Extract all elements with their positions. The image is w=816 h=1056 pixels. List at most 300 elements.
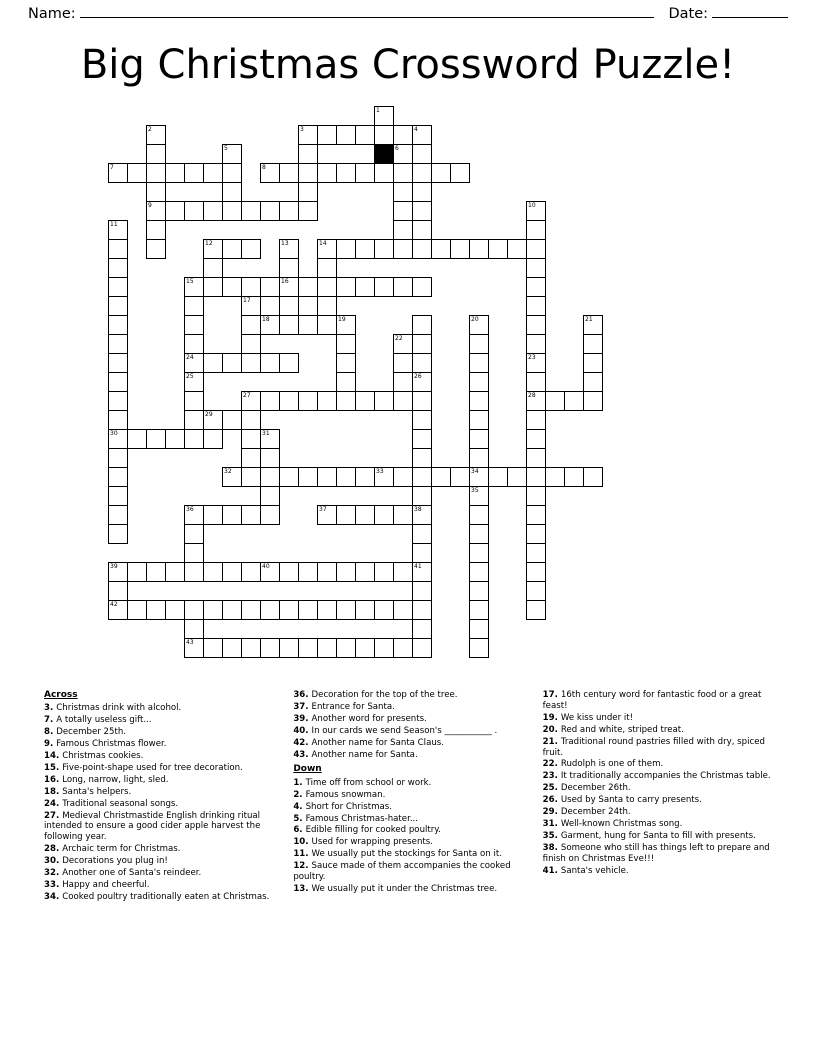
- crossword-cell[interactable]: [450, 163, 470, 183]
- crossword-cell[interactable]: [412, 448, 432, 468]
- crossword-cell[interactable]: [469, 315, 489, 335]
- crossword-cell[interactable]: [526, 448, 546, 468]
- crossword-cell[interactable]: [279, 258, 299, 278]
- cell-number: 33: [376, 468, 384, 475]
- crossword-cell[interactable]: [374, 467, 394, 487]
- crossword-cell[interactable]: [127, 163, 147, 183]
- crossword-cell[interactable]: [203, 429, 223, 449]
- crossword-cell[interactable]: [412, 429, 432, 449]
- crossword-cell[interactable]: [469, 619, 489, 639]
- crossword-cell[interactable]: [222, 182, 242, 202]
- crossword-cell[interactable]: [317, 277, 337, 297]
- crossword-cell[interactable]: [203, 163, 223, 183]
- crossword-cell[interactable]: [545, 391, 565, 411]
- crossword-cell[interactable]: [412, 353, 432, 373]
- crossword-cell[interactable]: [241, 334, 261, 354]
- crossword-cell[interactable]: [165, 163, 185, 183]
- crossword-cell[interactable]: [412, 581, 432, 601]
- crossword-cell[interactable]: [146, 600, 166, 620]
- crossword-cell[interactable]: [393, 125, 413, 145]
- crossword-cell[interactable]: [412, 125, 432, 145]
- crossword-grid[interactable]: [108, 106, 708, 686]
- crossword-cell[interactable]: [241, 638, 261, 658]
- crossword-cell[interactable]: [184, 562, 204, 582]
- crossword-cell[interactable]: [222, 239, 242, 259]
- crossword-cell[interactable]: [241, 201, 261, 221]
- crossword-cell[interactable]: [374, 638, 394, 658]
- crossword-cell[interactable]: [222, 600, 242, 620]
- crossword-cell[interactable]: [222, 144, 242, 164]
- crossword-cell[interactable]: [184, 619, 204, 639]
- crossword-cell[interactable]: [108, 600, 128, 620]
- crossword-cell[interactable]: [393, 353, 413, 373]
- crossword-cell[interactable]: [374, 125, 394, 145]
- crossword-cell[interactable]: [526, 543, 546, 563]
- crossword-cell[interactable]: [336, 372, 356, 392]
- crossword-cell[interactable]: [526, 600, 546, 620]
- crossword-cell[interactable]: [393, 220, 413, 240]
- crossword-cell[interactable]: [298, 315, 318, 335]
- crossword-cell[interactable]: [469, 638, 489, 658]
- crossword-cell[interactable]: [374, 505, 394, 525]
- crossword-cell[interactable]: [374, 277, 394, 297]
- crossword-cell[interactable]: [469, 562, 489, 582]
- crossword-cell[interactable]: [279, 600, 299, 620]
- crossword-cell[interactable]: [222, 562, 242, 582]
- crossword-cell[interactable]: [222, 163, 242, 183]
- crossword-cell[interactable]: [412, 600, 432, 620]
- crossword-cell[interactable]: [526, 410, 546, 430]
- crossword-cell[interactable]: [431, 467, 451, 487]
- crossword-cell[interactable]: [583, 391, 603, 411]
- crossword-cell[interactable]: [260, 163, 280, 183]
- crossword-cell[interactable]: [336, 125, 356, 145]
- crossword-cell[interactable]: [583, 334, 603, 354]
- crossword-cell[interactable]: [393, 562, 413, 582]
- crossword-cell[interactable]: [222, 638, 242, 658]
- crossword-cell[interactable]: [108, 562, 128, 582]
- crossword-cell[interactable]: [583, 372, 603, 392]
- crossword-cell[interactable]: [203, 239, 223, 259]
- crossword-cell[interactable]: [241, 239, 261, 259]
- crossword-cell[interactable]: [507, 239, 527, 259]
- crossword-cell[interactable]: [298, 125, 318, 145]
- crossword-cell[interactable]: [298, 201, 318, 221]
- crossword-cell[interactable]: [526, 581, 546, 601]
- crossword-cell[interactable]: [431, 239, 451, 259]
- crossword-cell[interactable]: [412, 505, 432, 525]
- crossword-cell[interactable]: [108, 467, 128, 487]
- crossword-cell[interactable]: [355, 562, 375, 582]
- crossword-cell[interactable]: [450, 239, 470, 259]
- crossword-cell[interactable]: [526, 562, 546, 582]
- crossword-cell[interactable]: [469, 372, 489, 392]
- crossword-cell[interactable]: [412, 220, 432, 240]
- crossword-cell[interactable]: [317, 562, 337, 582]
- clue-text: Entrance for Santa.: [311, 701, 395, 712]
- crossword-cell[interactable]: [222, 201, 242, 221]
- crossword-cell[interactable]: [108, 277, 128, 297]
- crossword-cell[interactable]: [450, 467, 470, 487]
- crossword-cell[interactable]: [127, 562, 147, 582]
- crossword-cell[interactable]: [412, 467, 432, 487]
- crossword-cell[interactable]: [279, 163, 299, 183]
- crossword-cell[interactable]: [469, 239, 489, 259]
- crossword-cell[interactable]: [412, 410, 432, 430]
- crossword-cell[interactable]: [317, 467, 337, 487]
- crossword-cell[interactable]: [336, 334, 356, 354]
- crossword-cell[interactable]: [526, 239, 546, 259]
- crossword-cell[interactable]: [317, 125, 337, 145]
- crossword-cell[interactable]: [279, 239, 299, 259]
- crossword-cell[interactable]: [393, 600, 413, 620]
- crossword-cell[interactable]: [564, 467, 584, 487]
- crossword-cell[interactable]: [203, 201, 223, 221]
- crossword-cell[interactable]: [241, 600, 261, 620]
- crossword-cell[interactable]: [203, 353, 223, 373]
- crossword-cell[interactable]: [412, 372, 432, 392]
- crossword-cell[interactable]: [146, 239, 166, 259]
- crossword-cell[interactable]: [184, 391, 204, 411]
- crossword-cell[interactable]: [184, 600, 204, 620]
- crossword-cell[interactable]: [355, 277, 375, 297]
- crossword-cell[interactable]: [260, 448, 280, 468]
- crossword-cell[interactable]: [184, 315, 204, 335]
- crossword-cell[interactable]: [336, 239, 356, 259]
- crossword-cell[interactable]: [469, 429, 489, 449]
- crossword-cell[interactable]: [393, 638, 413, 658]
- crossword-cell[interactable]: [203, 505, 223, 525]
- crossword-cell[interactable]: [393, 467, 413, 487]
- crossword-cell[interactable]: [469, 505, 489, 525]
- crossword-cell[interactable]: [279, 638, 299, 658]
- crossword-cell[interactable]: [222, 467, 242, 487]
- crossword-cell[interactable]: [393, 182, 413, 202]
- crossword-cell[interactable]: [108, 220, 128, 240]
- crossword-cell[interactable]: [298, 277, 318, 297]
- crossword-cell[interactable]: [355, 505, 375, 525]
- crossword-cell[interactable]: [526, 372, 546, 392]
- crossword-cell[interactable]: [317, 391, 337, 411]
- crossword-cell[interactable]: [317, 315, 337, 335]
- crossword-cell[interactable]: [184, 429, 204, 449]
- crossword-cell[interactable]: [583, 353, 603, 373]
- crossword-cell[interactable]: [412, 638, 432, 658]
- crossword-cell[interactable]: [469, 486, 489, 506]
- crossword-cell[interactable]: [336, 315, 356, 335]
- crossword-cell[interactable]: [260, 638, 280, 658]
- crossword-cell[interactable]: [469, 543, 489, 563]
- crossword-cell[interactable]: [146, 182, 166, 202]
- crossword-cell[interactable]: [393, 144, 413, 164]
- crossword-cell[interactable]: [355, 239, 375, 259]
- crossword-cell[interactable]: [298, 182, 318, 202]
- crossword-cell[interactable]: [108, 410, 128, 430]
- crossword-cell[interactable]: [146, 220, 166, 240]
- crossword-cell[interactable]: [241, 562, 261, 582]
- crossword-cell[interactable]: [203, 562, 223, 582]
- crossword-cell[interactable]: [260, 201, 280, 221]
- crossword-cell[interactable]: [526, 429, 546, 449]
- crossword-cell[interactable]: [222, 353, 242, 373]
- crossword-cell[interactable]: [469, 448, 489, 468]
- crossword-cell[interactable]: [108, 315, 128, 335]
- crossword-cell[interactable]: [355, 391, 375, 411]
- clue-number: 25.: [542, 783, 561, 794]
- crossword-cell[interactable]: [374, 562, 394, 582]
- crossword-cell[interactable]: [184, 638, 204, 658]
- crossword-cell[interactable]: [279, 315, 299, 335]
- crossword-cell[interactable]: [146, 201, 166, 221]
- crossword-cell[interactable]: [412, 524, 432, 544]
- crossword-cell[interactable]: [393, 505, 413, 525]
- crossword-cell[interactable]: [298, 600, 318, 620]
- clue-item: [293, 738, 524, 749]
- crossword-cell[interactable]: [317, 258, 337, 278]
- crossword-cell[interactable]: [184, 543, 204, 563]
- clue-number: 5.: [293, 813, 306, 824]
- crossword-cell[interactable]: [184, 372, 204, 392]
- crossword-cell[interactable]: [393, 277, 413, 297]
- crossword-cell[interactable]: [184, 201, 204, 221]
- crossword-cell[interactable]: [469, 581, 489, 601]
- crossword-cell[interactable]: [393, 239, 413, 259]
- crossword-cell[interactable]: [412, 391, 432, 411]
- crossword-cell[interactable]: [393, 163, 413, 183]
- crossword-cell[interactable]: [241, 315, 261, 335]
- crossword-cell[interactable]: [469, 353, 489, 373]
- crossword-cell[interactable]: [279, 467, 299, 487]
- crossword-cell[interactable]: [336, 163, 356, 183]
- crossword-cell[interactable]: [336, 505, 356, 525]
- crossword-cell[interactable]: [393, 334, 413, 354]
- crossword-cell[interactable]: [393, 372, 413, 392]
- crossword-cell[interactable]: [355, 600, 375, 620]
- crossword-cell[interactable]: [279, 562, 299, 582]
- crossword-cell[interactable]: [108, 296, 128, 316]
- crossword-cell[interactable]: [127, 600, 147, 620]
- crossword-cell[interactable]: [203, 277, 223, 297]
- crossword-cell[interactable]: [165, 201, 185, 221]
- crossword-cell[interactable]: [526, 334, 546, 354]
- crossword-cell[interactable]: [108, 524, 128, 544]
- crossword-cell[interactable]: [412, 334, 432, 354]
- crossword-cell[interactable]: [412, 163, 432, 183]
- crossword-cell[interactable]: [203, 410, 223, 430]
- crossword-cell[interactable]: [526, 391, 546, 411]
- crossword-cell[interactable]: [412, 486, 432, 506]
- crossword-cell[interactable]: [108, 258, 128, 278]
- crossword-cell[interactable]: [260, 600, 280, 620]
- crossword-cell[interactable]: [526, 277, 546, 297]
- crossword-cell[interactable]: [108, 239, 128, 259]
- crossword-cell[interactable]: [469, 467, 489, 487]
- crossword-cell[interactable]: [336, 638, 356, 658]
- crossword-cell[interactable]: [260, 467, 280, 487]
- crossword-cell[interactable]: [108, 372, 128, 392]
- crossword-cell[interactable]: [317, 638, 337, 658]
- crossword-cell[interactable]: [374, 106, 394, 126]
- crossword-cell[interactable]: [127, 429, 147, 449]
- crossword-cell[interactable]: [184, 353, 204, 373]
- crossword-cell[interactable]: [317, 239, 337, 259]
- crossword-cell[interactable]: [336, 277, 356, 297]
- crossword-cell[interactable]: [336, 467, 356, 487]
- crossword-cell[interactable]: [146, 163, 166, 183]
- crossword-cell[interactable]: [298, 163, 318, 183]
- crossword-cell[interactable]: [526, 258, 546, 278]
- crossword-cell[interactable]: [108, 391, 128, 411]
- crossword-cell[interactable]: [184, 296, 204, 316]
- clue-item: [44, 868, 275, 879]
- crossword-cell[interactable]: [412, 239, 432, 259]
- crossword-cell[interactable]: [526, 201, 546, 221]
- crossword-cell[interactable]: [317, 163, 337, 183]
- crossword-cell[interactable]: [165, 600, 185, 620]
- crossword-cell[interactable]: [279, 277, 299, 297]
- crossword-cell[interactable]: [526, 353, 546, 373]
- crossword-cell[interactable]: [146, 144, 166, 164]
- crossword-cell[interactable]: [469, 524, 489, 544]
- crossword-cell[interactable]: [298, 391, 318, 411]
- crossword-cell[interactable]: [317, 505, 337, 525]
- crossword-cell[interactable]: [241, 429, 261, 449]
- crossword-cell[interactable]: [374, 239, 394, 259]
- crossword-cell[interactable]: [526, 505, 546, 525]
- crossword-cell[interactable]: [279, 296, 299, 316]
- crossword-cell[interactable]: [412, 543, 432, 563]
- crossword-cell[interactable]: [412, 182, 432, 202]
- crossword-cell[interactable]: [374, 391, 394, 411]
- crossword-cell[interactable]: [545, 467, 565, 487]
- crossword-cell[interactable]: [241, 391, 261, 411]
- crossword-cell[interactable]: [336, 391, 356, 411]
- crossword-cell[interactable]: [374, 163, 394, 183]
- crossword-cell[interactable]: [260, 353, 280, 373]
- crossword-cell[interactable]: [184, 334, 204, 354]
- crossword-cell[interactable]: [260, 486, 280, 506]
- crossword-cell[interactable]: [469, 600, 489, 620]
- crossword-cell[interactable]: [564, 391, 584, 411]
- crossword-cell[interactable]: [469, 391, 489, 411]
- crossword-cell[interactable]: [146, 562, 166, 582]
- crossword-cell[interactable]: [279, 391, 299, 411]
- crossword-cell[interactable]: [431, 163, 451, 183]
- crossword-cell[interactable]: [355, 638, 375, 658]
- crossword-cell[interactable]: [355, 125, 375, 145]
- crossword-cell[interactable]: [165, 562, 185, 582]
- crossword-cell[interactable]: [488, 239, 508, 259]
- crossword-cell[interactable]: [241, 505, 261, 525]
- crossword-cell[interactable]: [336, 562, 356, 582]
- crossword-cell[interactable]: [108, 581, 128, 601]
- crossword-cell[interactable]: [412, 277, 432, 297]
- crossword-cell[interactable]: [108, 429, 128, 449]
- crossword-cell[interactable]: [298, 562, 318, 582]
- crossword-cell[interactable]: [336, 353, 356, 373]
- crossword-cell[interactable]: [203, 258, 223, 278]
- crossword-cell[interactable]: [355, 163, 375, 183]
- crossword-cell[interactable]: [260, 277, 280, 297]
- crossword-cell[interactable]: [469, 410, 489, 430]
- crossword-cell[interactable]: [298, 467, 318, 487]
- crossword-cell[interactable]: [412, 315, 432, 335]
- crossword-cell[interactable]: [393, 201, 413, 221]
- crossword-cell[interactable]: [526, 524, 546, 544]
- crossword-cell[interactable]: [317, 600, 337, 620]
- crossword-cell[interactable]: [241, 353, 261, 373]
- crossword-cell[interactable]: [393, 391, 413, 411]
- crossword-cell[interactable]: [374, 600, 394, 620]
- crossword-cell[interactable]: [184, 277, 204, 297]
- crossword-cell[interactable]: [203, 638, 223, 658]
- crossword-cell[interactable]: [146, 125, 166, 145]
- crossword-cell[interactable]: [222, 505, 242, 525]
- crossword-cell[interactable]: [184, 410, 204, 430]
- crossword-cell[interactable]: [241, 448, 261, 468]
- crossword-cell[interactable]: [469, 334, 489, 354]
- crossword-cell[interactable]: [165, 429, 185, 449]
- crossword-cell[interactable]: [108, 163, 128, 183]
- crossword-cell[interactable]: [184, 505, 204, 525]
- crossword-cell[interactable]: [526, 486, 546, 506]
- crossword-cell[interactable]: [260, 562, 280, 582]
- crossword-cell[interactable]: [108, 353, 128, 373]
- crossword-cell[interactable]: [241, 296, 261, 316]
- crossword-cell[interactable]: [298, 638, 318, 658]
- crossword-cell[interactable]: [184, 524, 204, 544]
- crossword-cell[interactable]: [279, 353, 299, 373]
- crossword-cell[interactable]: [222, 277, 242, 297]
- cell-number: 36: [186, 506, 194, 513]
- crossword-cell[interactable]: [241, 277, 261, 297]
- crossword-cell[interactable]: [336, 600, 356, 620]
- crossword-cell[interactable]: [412, 562, 432, 582]
- crossword-cell[interactable]: [260, 429, 280, 449]
- crossword-cell[interactable]: [108, 448, 128, 468]
- crossword-cell[interactable]: [317, 296, 337, 316]
- crossword-cell[interactable]: [583, 315, 603, 335]
- crossword-cell[interactable]: [412, 201, 432, 221]
- clue-number: 4.: [293, 801, 306, 812]
- crossword-cell[interactable]: [583, 467, 603, 487]
- crossword-cell[interactable]: [279, 201, 299, 221]
- crossword-cell[interactable]: [526, 296, 546, 316]
- crossword-cell[interactable]: [203, 600, 223, 620]
- crossword-cell[interactable]: [526, 220, 546, 240]
- crossword-cell[interactable]: [108, 486, 128, 506]
- crossword-cell[interactable]: [260, 315, 280, 335]
- crossword-cell[interactable]: [241, 467, 261, 487]
- crossword-cell[interactable]: [146, 429, 166, 449]
- crossword-cell[interactable]: [222, 410, 242, 430]
- crossword-cell[interactable]: [108, 505, 128, 525]
- crossword-cell[interactable]: [507, 467, 527, 487]
- crossword-cell[interactable]: [260, 505, 280, 525]
- crossword-cell[interactable]: [355, 467, 375, 487]
- crossword-cell[interactable]: [488, 467, 508, 487]
- crossword-cell[interactable]: [412, 144, 432, 164]
- crossword-cell[interactable]: [241, 410, 261, 430]
- crossword-cell[interactable]: [298, 144, 318, 164]
- clues-column-2: [293, 690, 524, 904]
- crossword-cell[interactable]: [526, 315, 546, 335]
- crossword-cell[interactable]: [184, 163, 204, 183]
- crossword-cell[interactable]: [260, 391, 280, 411]
- crossword-cell[interactable]: [526, 467, 546, 487]
- crossword-cell[interactable]: [108, 334, 128, 354]
- crossword-cell[interactable]: [412, 619, 432, 639]
